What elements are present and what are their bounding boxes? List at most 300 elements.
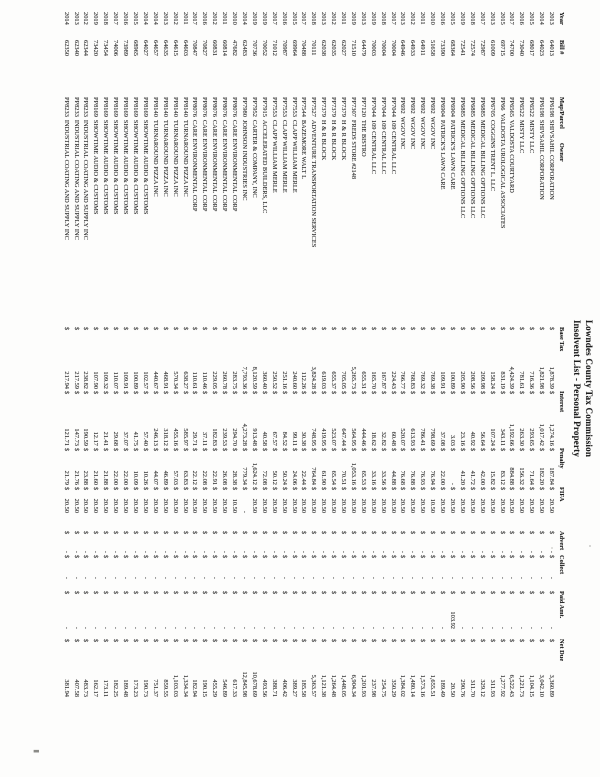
cell-paid-amt bbox=[61, 591, 71, 639]
insolvent-list-table bbox=[61, 12, 566, 697]
currency-symbol: $ bbox=[122, 448, 130, 452]
parcel-number: PP692 bbox=[409, 97, 417, 114]
currency-symbol: $ bbox=[181, 487, 189, 491]
cell-interest bbox=[507, 391, 517, 448]
amount-value: 29.68 bbox=[112, 431, 120, 446]
amount-value: 20.50 bbox=[191, 498, 199, 513]
currency-symbol: $ bbox=[141, 531, 149, 535]
currency-symbol: $ bbox=[300, 448, 308, 452]
currency-symbol: $ bbox=[508, 327, 516, 331]
amount-value: 483.73 bbox=[82, 679, 90, 697]
cell-year: 2017 bbox=[112, 12, 120, 25]
parcel-number: PP6198 bbox=[548, 97, 556, 117]
table-row bbox=[487, 12, 497, 697]
amount-value: - bbox=[290, 626, 298, 629]
cell-interest bbox=[318, 391, 328, 448]
currency-symbol: $ bbox=[231, 487, 239, 491]
amount-value: 110.61 bbox=[191, 371, 199, 389]
currency-symbol: $ bbox=[221, 391, 229, 395]
owner-name: JOHNSON INDUSTRIES INC bbox=[241, 119, 248, 201]
amount-value: - bbox=[508, 626, 516, 629]
cell-base-tax bbox=[269, 327, 279, 391]
amount-value: - bbox=[458, 550, 466, 553]
currency-symbol: $ bbox=[310, 531, 318, 535]
amount-value: 20.50 bbox=[548, 498, 556, 513]
amount-value: 190.59 bbox=[82, 428, 90, 446]
cell-parcel-owner bbox=[190, 97, 200, 327]
cell-net-due bbox=[368, 639, 378, 697]
cell-base-tax bbox=[408, 327, 418, 391]
currency-symbol: $ bbox=[211, 555, 219, 559]
amount-value: 20.50 bbox=[458, 498, 466, 513]
cell-penalty bbox=[318, 448, 328, 487]
currency-symbol: $ bbox=[498, 591, 506, 595]
cell-collect bbox=[71, 555, 81, 591]
currency-symbol: $ bbox=[379, 531, 387, 535]
currency-symbol: $ bbox=[310, 555, 318, 559]
cell-net-due bbox=[378, 639, 388, 697]
cell-advert bbox=[190, 531, 200, 555]
cell-advert bbox=[299, 531, 309, 555]
cell-year: 2016 bbox=[201, 12, 209, 25]
cell-net-due bbox=[427, 639, 437, 697]
amount-value: - bbox=[379, 576, 387, 579]
cell-interest bbox=[170, 391, 180, 448]
cell-base-tax bbox=[160, 327, 170, 391]
amount-value: - bbox=[340, 576, 348, 579]
cell-bill: 70987 bbox=[280, 40, 288, 56]
cell-bill: 69715 bbox=[498, 40, 506, 56]
amount-value: - bbox=[409, 550, 417, 553]
parcel-number: PP7553 bbox=[270, 97, 278, 117]
cell-year: 2013 bbox=[72, 12, 80, 25]
cell-fifa bbox=[526, 487, 536, 531]
cell-parcel-owner bbox=[378, 97, 388, 327]
currency-symbol: $ bbox=[290, 391, 298, 395]
currency-symbol: $ bbox=[548, 448, 556, 452]
amount-value: 173.11 bbox=[102, 679, 110, 697]
amount-value: - bbox=[201, 626, 209, 629]
amount-value: 76.94 bbox=[429, 470, 437, 485]
cell-collect bbox=[259, 555, 269, 591]
currency-symbol: $ bbox=[409, 531, 417, 535]
cell-interest bbox=[100, 391, 110, 448]
header-paid-amt: Paid Amt. bbox=[558, 591, 565, 619]
cell-collect bbox=[81, 555, 91, 591]
cell-base-tax bbox=[526, 327, 536, 391]
amount-value: - bbox=[468, 626, 476, 629]
cell-year: 2017 bbox=[478, 12, 486, 25]
amount-value: 20.50 bbox=[310, 498, 318, 513]
cell-penalty bbox=[536, 448, 546, 487]
amount-value: - bbox=[310, 576, 318, 579]
owner-name: TURNAROUND PIZZA INC bbox=[151, 119, 159, 197]
cell-paid-amt bbox=[180, 591, 190, 639]
cell-paid-amt bbox=[71, 591, 81, 639]
cell-advert bbox=[160, 531, 170, 555]
cell-penalty bbox=[219, 448, 229, 487]
amount-value: - bbox=[538, 550, 546, 553]
currency-symbol: $ bbox=[151, 639, 159, 643]
cell-year: 2013 bbox=[488, 12, 496, 25]
amount-value: 859.55 bbox=[161, 679, 169, 697]
currency-symbol: $ bbox=[82, 327, 90, 331]
cell-advert bbox=[477, 531, 487, 555]
header-fifa: FIFA bbox=[558, 487, 565, 502]
owner-name: VALDOSTA UROLOGICAL ASSOCIATES bbox=[498, 113, 506, 229]
amount-value: 263.30 bbox=[518, 428, 526, 446]
cell-collect bbox=[427, 555, 437, 591]
amount-value: 20.50 bbox=[92, 498, 100, 513]
currency-symbol: $ bbox=[518, 531, 526, 535]
amount-value: 1,121.38 bbox=[320, 674, 328, 697]
cell-year: 2019 bbox=[458, 12, 466, 25]
amount-value: 42.00 bbox=[478, 470, 486, 485]
currency-symbol: $ bbox=[300, 531, 308, 535]
table-row bbox=[110, 12, 120, 697]
cell-net-due bbox=[71, 639, 81, 697]
amount-value: - bbox=[112, 576, 120, 579]
cell-paid-amt bbox=[259, 591, 269, 639]
amount-value: 769.38 bbox=[429, 371, 437, 389]
currency-symbol: $ bbox=[379, 639, 387, 643]
amount-value: 21.76 bbox=[72, 470, 80, 485]
cell-advert bbox=[398, 531, 408, 555]
cell-fifa bbox=[199, 487, 209, 531]
cell-advert bbox=[487, 531, 497, 555]
cell-interest bbox=[467, 391, 477, 448]
cell-net-due bbox=[467, 639, 477, 697]
amount-value: - bbox=[538, 576, 546, 579]
currency-symbol: $ bbox=[250, 639, 258, 643]
amount-value: - bbox=[280, 626, 288, 629]
amount-value: 1,053.16 bbox=[349, 462, 357, 485]
header-advert: Advert bbox=[558, 531, 565, 551]
cell-year: 2015 bbox=[449, 12, 457, 25]
amount-value: 12,845.98 bbox=[241, 671, 248, 697]
amount-value: 20.50 bbox=[132, 498, 140, 513]
owner-name: CLAPP WILLIAM MERLE bbox=[270, 119, 278, 193]
currency-symbol: $ bbox=[359, 448, 367, 452]
cell-collect bbox=[338, 555, 348, 591]
cell-fifa bbox=[477, 487, 487, 531]
cell-advert bbox=[110, 531, 120, 555]
cell-interest bbox=[368, 391, 378, 448]
cell-parcel-owner bbox=[120, 97, 130, 327]
cell-parcel-owner bbox=[546, 97, 556, 327]
cell-parcel-owner bbox=[417, 97, 427, 327]
currency-symbol: $ bbox=[62, 327, 70, 331]
cell-parcel-owner bbox=[140, 97, 150, 327]
amount-value: - bbox=[518, 576, 526, 579]
amount-value: - bbox=[369, 626, 377, 629]
currency-symbol: $ bbox=[439, 555, 447, 559]
currency-symbol: $ bbox=[161, 531, 169, 535]
currency-symbol: $ bbox=[141, 327, 149, 331]
amount-value: 20.50 bbox=[82, 498, 90, 513]
amount-value: - bbox=[340, 626, 348, 629]
currency-symbol: $ bbox=[151, 487, 159, 491]
currency-symbol: $ bbox=[171, 487, 179, 491]
table-row bbox=[71, 12, 81, 697]
amount-value: 1,017.42 bbox=[538, 423, 546, 446]
currency-symbol: $ bbox=[82, 555, 90, 559]
owner-name: H & R BLOCK bbox=[320, 119, 328, 161]
currency-symbol: $ bbox=[211, 487, 219, 491]
amount-value: 20.50 bbox=[498, 498, 506, 513]
amount-value: - bbox=[141, 626, 149, 629]
currency-symbol: $ bbox=[151, 448, 159, 452]
cell-year: 2011 bbox=[181, 12, 189, 25]
cell-year: 2019 bbox=[250, 12, 258, 25]
currency-symbol: $ bbox=[488, 487, 496, 491]
cell-paid-amt bbox=[239, 591, 249, 639]
parcel-number: PP7544 bbox=[300, 97, 308, 117]
table-row bbox=[61, 12, 71, 697]
cell-year: 2015 bbox=[498, 12, 506, 25]
currency-symbol: $ bbox=[92, 555, 100, 559]
cell-year: 2017 bbox=[191, 12, 199, 25]
amount-value: 20.50 bbox=[379, 498, 387, 513]
cell-parcel-owner bbox=[279, 97, 289, 327]
parcel-number: PP6198 bbox=[538, 97, 546, 117]
cell-advert bbox=[437, 531, 447, 555]
currency-symbol: $ bbox=[221, 487, 229, 491]
cell-interest bbox=[249, 391, 259, 448]
cell-advert bbox=[328, 531, 338, 555]
currency-symbol: $ bbox=[320, 391, 328, 395]
cell-year: 2011 bbox=[340, 12, 348, 25]
currency-symbol: $ bbox=[290, 591, 298, 595]
cell-collect bbox=[279, 555, 289, 591]
cell-interest bbox=[279, 391, 289, 448]
currency-symbol: $ bbox=[320, 448, 328, 452]
currency-symbol: $ bbox=[548, 591, 556, 595]
parcel-number: PP6904 bbox=[439, 97, 447, 117]
currency-symbol: $ bbox=[270, 639, 278, 643]
currency-symbol: $ bbox=[141, 487, 149, 491]
cell-year: 2011 bbox=[419, 12, 427, 25]
currency-symbol: $ bbox=[538, 487, 546, 491]
owner-name: ACCELERATED BUILDERS, LLC bbox=[260, 119, 268, 214]
cell-base-tax bbox=[71, 327, 81, 391]
currency-symbol: $ bbox=[340, 531, 348, 535]
cell-paid-amt bbox=[150, 591, 160, 639]
currency-symbol: $ bbox=[112, 391, 120, 395]
amount-value: - bbox=[449, 576, 457, 579]
cell-interest bbox=[348, 391, 358, 448]
currency-symbol: $ bbox=[359, 391, 367, 395]
cell-net-due bbox=[180, 639, 190, 697]
owner-name: MEDICAL BILLING OPTIONS LLC bbox=[478, 119, 486, 219]
amount-value: 50.12 bbox=[270, 470, 278, 485]
cell-penalty bbox=[120, 448, 130, 487]
currency-symbol: $ bbox=[161, 591, 169, 595]
cell-net-due bbox=[170, 639, 180, 697]
cell-interest bbox=[91, 391, 101, 448]
currency-symbol: $ bbox=[349, 391, 357, 395]
cell-bill: 64615 bbox=[171, 40, 179, 56]
cell-interest bbox=[120, 391, 130, 448]
cell-parcel-owner bbox=[239, 97, 249, 327]
owner-name: SHOWTIME AUDIO & CUSTOMS bbox=[102, 119, 110, 215]
cell-penalty bbox=[110, 448, 120, 487]
cell-bill: 73454 bbox=[102, 40, 110, 56]
parcel-number: PP66 bbox=[498, 97, 506, 111]
table-row bbox=[140, 12, 150, 697]
amount-value: 56.64 bbox=[478, 431, 486, 446]
parcel-number: PP8076 bbox=[231, 97, 239, 117]
amount-value: 167.87 bbox=[379, 371, 387, 389]
owner-name: CLAPP WILLIAM MERLE bbox=[290, 119, 298, 193]
cell-penalty bbox=[427, 448, 437, 487]
cell-paid-amt bbox=[378, 591, 388, 639]
currency-symbol: $ bbox=[280, 531, 288, 535]
header-owner: Owner bbox=[558, 142, 565, 162]
currency-symbol: $ bbox=[72, 531, 80, 535]
currency-symbol: $ bbox=[221, 327, 229, 331]
currency-symbol: $ bbox=[122, 391, 130, 395]
cell-fifa bbox=[190, 487, 200, 531]
currency-symbol: $ bbox=[429, 591, 437, 595]
parcel-number: PP8169 bbox=[141, 97, 149, 117]
cell-paid-amt bbox=[338, 591, 348, 639]
currency-symbol: $ bbox=[429, 391, 437, 395]
cell-base-tax bbox=[467, 327, 477, 391]
currency-symbol: $ bbox=[92, 531, 100, 535]
amount-value: 33.16 bbox=[369, 470, 377, 485]
currency-symbol: $ bbox=[449, 591, 457, 595]
cell-bill: 64479 bbox=[359, 40, 367, 56]
amount-value: - bbox=[300, 576, 308, 579]
scan-speck bbox=[589, 545, 591, 547]
amount-value: - bbox=[468, 550, 476, 553]
currency-symbol: $ bbox=[340, 639, 348, 643]
currency-symbol: $ bbox=[211, 639, 219, 643]
amount-value: 786.41 bbox=[419, 428, 427, 446]
parcel-number: PP7120 bbox=[359, 97, 367, 117]
currency-symbol: $ bbox=[518, 555, 526, 559]
amount-value: 50.24 bbox=[280, 470, 288, 485]
currency-symbol: $ bbox=[300, 591, 308, 595]
currency-symbol: $ bbox=[349, 555, 357, 559]
cell-parcel-owner bbox=[229, 97, 239, 327]
currency-symbol: $ bbox=[102, 531, 110, 535]
amount-value: 419.95 bbox=[320, 428, 328, 446]
currency-symbol: $ bbox=[280, 639, 288, 643]
cell-interest bbox=[497, 391, 507, 448]
parcel-number: PP7980 bbox=[241, 97, 248, 117]
currency-symbol: $ bbox=[122, 555, 130, 559]
cell-interest bbox=[150, 391, 160, 448]
currency-symbol: $ bbox=[260, 448, 268, 452]
cell-net-due bbox=[526, 639, 536, 697]
cell-net-due bbox=[110, 639, 120, 697]
currency-symbol: $ bbox=[320, 555, 328, 559]
cell-interest bbox=[378, 391, 388, 448]
cell-bill: 64023 bbox=[538, 40, 546, 56]
currency-symbol: $ bbox=[151, 327, 159, 331]
amount-value: 294.70 bbox=[231, 428, 239, 446]
currency-symbol: $ bbox=[112, 448, 120, 452]
cell-paid-amt bbox=[497, 591, 507, 639]
amount-value: 107.24 bbox=[488, 428, 496, 446]
cell-interest bbox=[199, 391, 209, 448]
amount-value: 40.58 bbox=[260, 431, 268, 446]
parcel-number: PP6885 bbox=[468, 97, 476, 117]
amount-value: - bbox=[181, 626, 189, 629]
amount-value: - bbox=[241, 550, 248, 553]
currency-symbol: $ bbox=[300, 555, 308, 559]
amount-value: 20.50 bbox=[478, 498, 486, 513]
amount-value: - bbox=[429, 550, 437, 553]
amount-value: - bbox=[250, 576, 258, 579]
amount-value: - bbox=[260, 626, 268, 629]
amount-value: - bbox=[429, 626, 437, 629]
currency-symbol: $ bbox=[290, 487, 298, 491]
cell-fifa bbox=[308, 487, 318, 531]
cell-base-tax bbox=[497, 327, 507, 391]
amount-value: - bbox=[538, 626, 546, 629]
amount-value: 240.60 bbox=[290, 371, 298, 389]
currency-symbol: $ bbox=[389, 639, 397, 643]
amount-value: - bbox=[508, 550, 516, 553]
cell-advert bbox=[81, 531, 91, 555]
cell-parcel-owner bbox=[368, 97, 378, 327]
currency-symbol: $ bbox=[488, 327, 496, 331]
cell-collect bbox=[328, 555, 338, 591]
currency-symbol: $ bbox=[389, 448, 397, 452]
amount-value: - bbox=[122, 576, 130, 579]
cell-parcel-owner bbox=[437, 97, 447, 327]
amount-value: 1,573.16 bbox=[419, 674, 427, 697]
table-row bbox=[229, 12, 239, 697]
amount-value: 182.20 bbox=[538, 467, 546, 485]
cell-parcel-owner bbox=[487, 97, 497, 327]
amount-value: 110.46 bbox=[201, 371, 209, 389]
currency-symbol: $ bbox=[419, 327, 427, 331]
amount-value: 71.64 bbox=[528, 470, 536, 485]
amount-value: 1,221.73 bbox=[518, 674, 526, 697]
amount-value: - bbox=[191, 550, 199, 553]
amount-value: 205.90 bbox=[458, 371, 466, 389]
currency-symbol: $ bbox=[429, 531, 437, 535]
cell-interest bbox=[546, 391, 556, 448]
cell-collect bbox=[467, 555, 477, 591]
currency-symbol: $ bbox=[419, 639, 427, 643]
amount-value: - bbox=[260, 576, 268, 579]
currency-symbol: $ bbox=[359, 327, 367, 331]
cell-paid-amt bbox=[546, 591, 556, 639]
currency-symbol: $ bbox=[161, 448, 169, 452]
currency-symbol: $ bbox=[260, 487, 268, 491]
cell-penalty bbox=[437, 448, 447, 487]
cell-paid-amt bbox=[190, 591, 200, 639]
currency-symbol: $ bbox=[548, 639, 556, 643]
currency-symbol: $ bbox=[211, 391, 219, 395]
currency-symbol: $ bbox=[191, 555, 199, 559]
amount-value: - bbox=[270, 576, 278, 579]
amount-value: 10.09 bbox=[132, 470, 140, 485]
cell-fifa bbox=[427, 487, 437, 531]
cell-interest bbox=[110, 391, 120, 448]
amount-value: 22.00 bbox=[122, 470, 130, 485]
currency-symbol: $ bbox=[102, 448, 110, 452]
cell-paid-amt bbox=[219, 591, 229, 639]
amount-value: 1,104.15 bbox=[528, 674, 536, 697]
cell-net-due bbox=[417, 639, 427, 697]
amount-value: - bbox=[518, 626, 526, 629]
